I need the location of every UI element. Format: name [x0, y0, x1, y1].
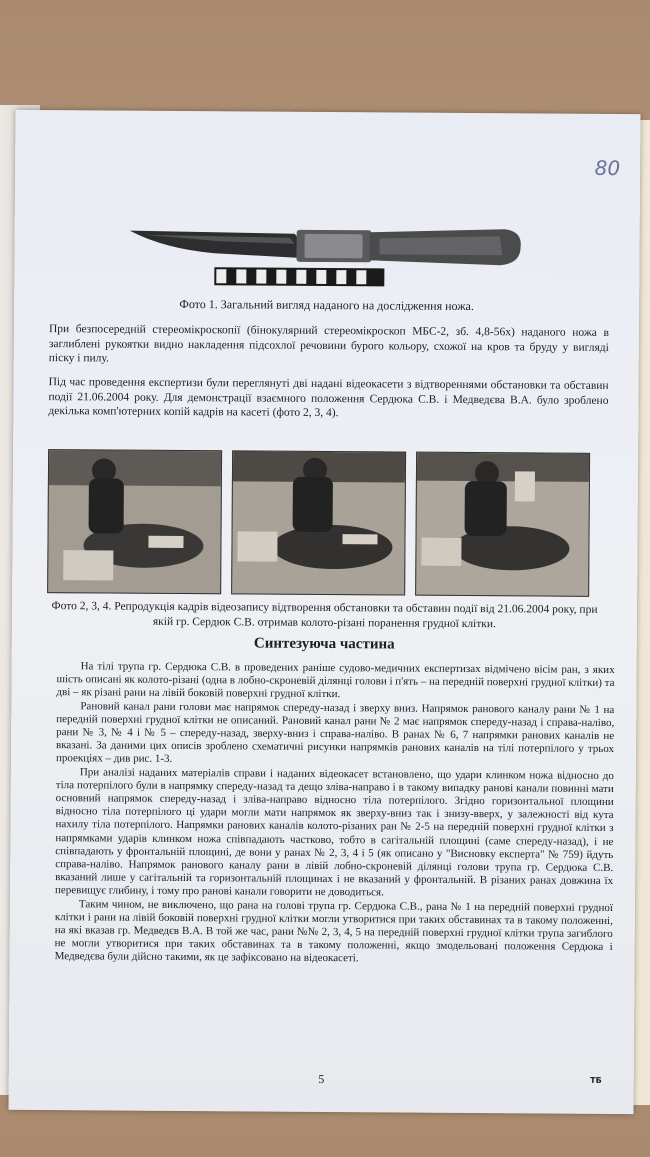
bolster-engraving	[304, 234, 362, 258]
ruler-segment	[336, 270, 346, 284]
knife-blade	[129, 231, 304, 258]
photos-caption: Фото 2, 3, 4. Репродукція кадрів відеозапису відтворення обстановки та обставин події від 21.06.2004 року, при якій гр. Сердюк С.В. отримав колото-різані поранення грудної клітки.	[51, 600, 598, 630]
ruler-segment	[276, 270, 286, 284]
photo-4-image	[416, 453, 589, 596]
handle-pattern	[379, 235, 502, 255]
body-paragraph: На тілі трупа гр. Сердюка С.В. в проведених раніше судово-медичних експертизах відмічено вісім ран, з яких шість описані як колото-різані (одна в лобно-скроневій ділянці голови і п'ять – на передній поверхні грудної клітки) та дві – як різані рани на лівій боковій поверхні грудної клітки.	[56, 660, 615, 701]
ruler-segment	[316, 270, 326, 284]
body-paragraph: При аналізі наданих матеріалів справи і наданих відеокасет встановлено, що удари клинком ножа відносно до тіла потерпілого були в напрямку спереду-назад та дещо зліва-направо і в такому випадку рановi канали повинні мати основний напрямок спереду-назад і зліва-направо відносно тіла потерпілого. Згідно горизонтальної площини відносно тіла потерпілого ці удари могли мати напрямок як зверху-вниз так і знизу-вверх, у залежності від кута нахилу тіла потерпілого. Напрямки ранових каналів колото-різаних ран № 2-5 на передній поверхні грудної клітки з напрямками ударів клинком ножа співпадають частково, тобто в сагітальній площині (саме спереду-назад), і не співпадають у фронтальній площині, де вони у ранах № 2, 3, 4 і 5 (як описано у "Висновку експерта" № 759) йдуть справа-наліво. Напрямок ранового каналу рани в лівій лобно-скроневій ділянці голови трупа гр. Сердюка С.В. вказаний лише у сагітальній та горизонтальній площинах і не вказаний у фронтальній. В різаних ранах довжина їх перевищує глибину, і тому про ранові канали говорити не доводиться.	[55, 765, 614, 899]
paragraph-stereomicroscopy: При безпосередній стереомікроскопії (бінокулярний стереомікроскоп МБС-2, зб. 4,8-56х) наданого ножа в заглиблені рукоятки видно накладення підсохлої речовини бурого кольору, схожої на кров та бруду у вигляді піску і пилу.	[48, 323, 609, 365]
video-frame-photo-2	[47, 449, 222, 594]
video-frame-photo-3	[231, 450, 406, 595]
video-frame-photo-4	[415, 452, 590, 597]
ruler-segment	[256, 270, 266, 284]
knife-photo	[124, 223, 525, 301]
photo-3-image	[232, 451, 405, 594]
photo-2-image	[48, 450, 221, 593]
body-paragraph: Рановий канал рани голови має напрямок спереду-назад і зверху вниз. Напрямок ранового каналу рани № 1 на передній поверхні грудної клітки не описаний. Рановий канал рани № 2 має напрямок спереду-назад і справа-наліво, рани № 3, № 4 і № 5 – спереду-назад, зверху-вниз і справа-наліво. В ранах № 6, 7 напрямки ранових каналів не вказані. За даними цих описів зроблено схематичні рисунки напрямків ранових каналів на тілі потерпілого у трьох проекціях – див рис. 1-3.	[55, 699, 615, 766]
ruler-segment	[216, 269, 226, 283]
document-page	[9, 110, 641, 1114]
page-number: 5	[318, 1071, 325, 1087]
ruler-segment	[296, 270, 306, 284]
synthesis-section-body	[55, 660, 615, 968]
photo1-caption: Фото 1. Загальний вигляд наданого на дослідження ножа.	[179, 296, 474, 314]
section-title: Синтезуюча частина	[253, 635, 395, 653]
page-mark: ТБ	[590, 1075, 602, 1085]
ruler-segment	[236, 269, 246, 283]
video-frames-photos	[47, 449, 588, 595]
ruler-segment	[356, 270, 366, 284]
handwritten-page-number: 80	[594, 155, 621, 181]
knife-illustration	[124, 223, 525, 301]
paragraph-videotapes: Під час проведення експертизи були переглянуті дві надані відеокасети з відтвореннями обстановки та обставин події 21.06.2004 року. Для демонстрації взаємного положення Сердюка С.В. і Медведєва В.А. було зроблено декілька комп'ютерних копій кадрів на касеті (фото 2, 3, 4).	[48, 376, 609, 420]
body-paragraph: Таким чином, не виключено, що рана на голові трупа гр. Сердюка С.В., рана № 1 на передній поверхні грудної клітки і рани на лівій боковій поверхні грудної клітки могли утворитися при таких обставинах та в такому положенні, на які вказав гр. Медведєв В.А. В той же час, рани №№ 2, 3, 4, 5 на передній поверхні грудної клітки трупа загиблого не могли утворитися при таких обставинах та в такому положенні, якщо змодельовані положення Сердюка і Медведєва були дійсно такими, як це зафіксовано на відеокасеті.	[54, 897, 613, 965]
